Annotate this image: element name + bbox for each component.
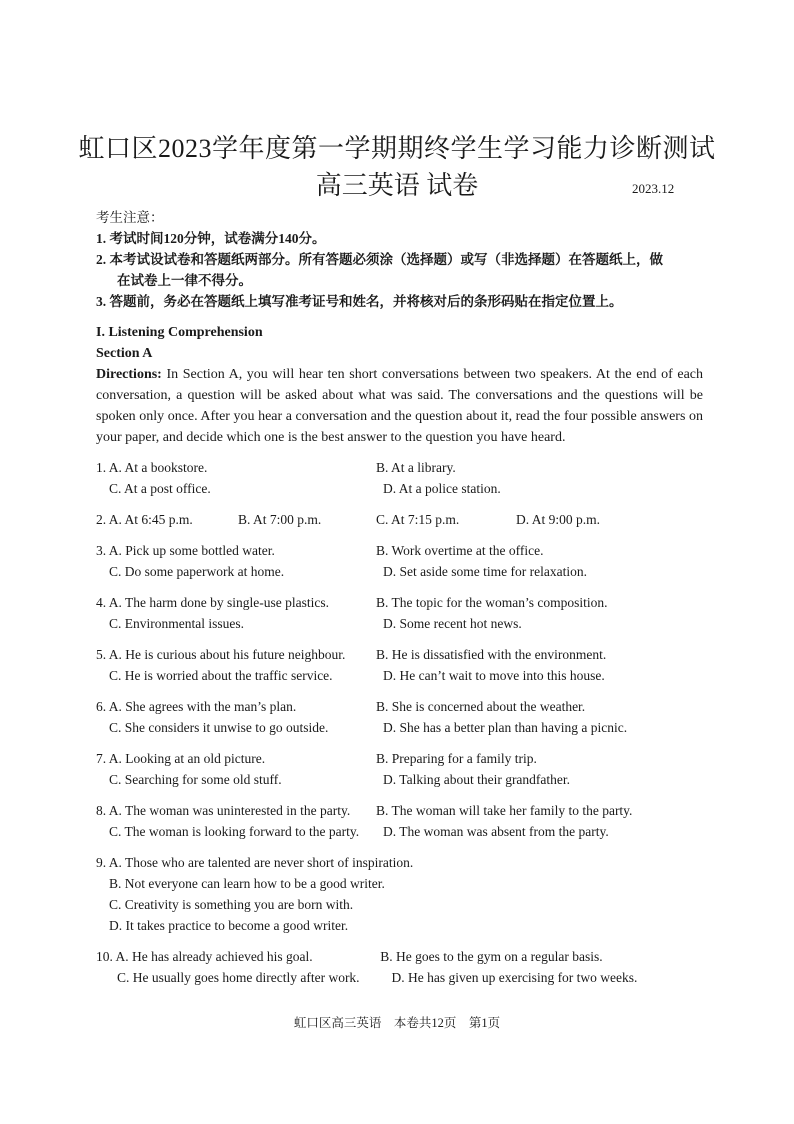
exam-notice [96,207,706,312]
option-a: 8. A. The woman was uninterested in the party. [96,803,351,818]
question-5 [96,644,706,686]
question-2 [96,509,706,530]
option-b: B. He goes to the gym on a regular basis. [380,949,603,964]
option-c: C. The woman is looking forward to the party. [109,824,360,839]
notice-item: 1. 考试时间120分钟，试卷满分140分。 [96,231,326,246]
option-a: 7. A. Looking at an old picture. [96,751,266,766]
option-d: D. Talking about their grandfather. [383,772,571,787]
option-a: 1. A. At a bookstore. [96,460,208,475]
option-b: B. At a library. [376,460,456,475]
option-d: D. Some recent hot news. [383,616,522,631]
question-9 [96,852,706,936]
section-title: I. Listening Comprehension [96,325,263,340]
option-d: D. It takes practice to become a good writer. [109,918,349,933]
option-d: D. At a police station. [383,481,501,496]
question-3 [96,540,706,582]
option-a: 9. A. Those who are talented are never short of inspiration. [96,855,414,870]
page-title: 虹口区2023学年度第一学期期终学生学习能力诊断测试 [78,134,716,163]
directions-label: Directions: [96,367,162,382]
section-subtitle: Section A [96,346,153,361]
page-subtitle: 高三英语 试卷 [315,171,479,200]
option-b: B. Not everyone can learn how to be a good writer. [109,876,385,891]
question-8 [96,800,706,842]
option-b: B. She is concerned about the weather. [376,699,586,714]
option-c: C. Creativity is something you are born with. [109,897,354,912]
option-b: B. Work overtime at the office. [376,543,544,558]
question-7 [96,748,706,790]
option-b: B. The topic for the woman’s composition. [376,595,608,610]
question-6 [96,696,706,738]
option-c: C. At a post office. [109,481,211,496]
option-a: 6. A. She agrees with the man’s plan. [96,699,297,714]
option-c: C. Do some paperwork at home. [109,564,285,579]
option-c: C. At 7:15 p.m. [376,512,460,527]
option-a: 5. A. He is curious about his future neighbour. [96,647,346,662]
option-b: B. Preparing for a family trip. [376,751,537,766]
option-d: D. At 9:00 p.m. [516,512,601,527]
question-1 [96,457,706,499]
directions [96,364,703,448]
option-d: D. He can’t wait to move into this house. [383,668,605,683]
option-c: C. Searching for some old stuff. [109,772,282,787]
option-d: D. Set aside some time for relaxation. [383,564,587,579]
notice-item-continued: 在试卷上一律不得分。 [117,273,252,288]
option-a: 4. A. The harm done by single-use plastics. [96,595,329,610]
option-b: B. He is dissatisfied with the environment. [376,647,607,662]
option-d: D. The woman was absent from the party. [383,824,609,839]
question-10 [96,946,706,988]
question-4 [96,592,706,634]
option-b: B. The woman will take her family to the party. [376,803,633,818]
notice-item: 3. 答题前，务必在答题纸上填写准考证号和姓名，并将核对后的条形码贴在指定位置上。 [96,294,623,309]
directions-text: In Section A, you will hear ten short conversations between two speakers. At the end of each conversation, a question will be asked about what was said. The conversations and the questions will be spoken only once. After you hear a conversation and the question about it, read the four possible answers on your paper, and decide which one is the best answer to the question you have heard. [96,367,703,445]
option-c: C. She considers it unwise to go outside. [109,720,329,735]
option-a: 3. A. Pick up some bottled water. [96,543,275,558]
option-c: C. Environmental issues. [109,616,244,631]
notice-heading: 考生注意： [96,210,164,225]
option-d: D. He has given up exercising for two weeks. [391,970,638,985]
page-footer: 虹口区高三英语 本卷共12页 第1页 [293,1016,501,1030]
option-c: C. He usually goes home directly after work. [117,970,360,985]
option-b: B. At 7:00 p.m. [238,512,322,527]
exam-date: 2023.12 [632,181,675,196]
question-list [96,457,706,998]
option-a: 2. A. At 6:45 p.m. [96,512,193,527]
option-c: C. He is worried about the traffic service. [109,668,333,683]
notice-item: 2. 本考试设试卷和答题纸两部分。所有答题必须涂（选择题）或写（非选择题）在答题纸上，做 [96,252,663,267]
option-a: 10. A. He has already achieved his goal. [96,949,313,964]
option-d: D. She has a better plan than having a picnic. [383,720,628,735]
